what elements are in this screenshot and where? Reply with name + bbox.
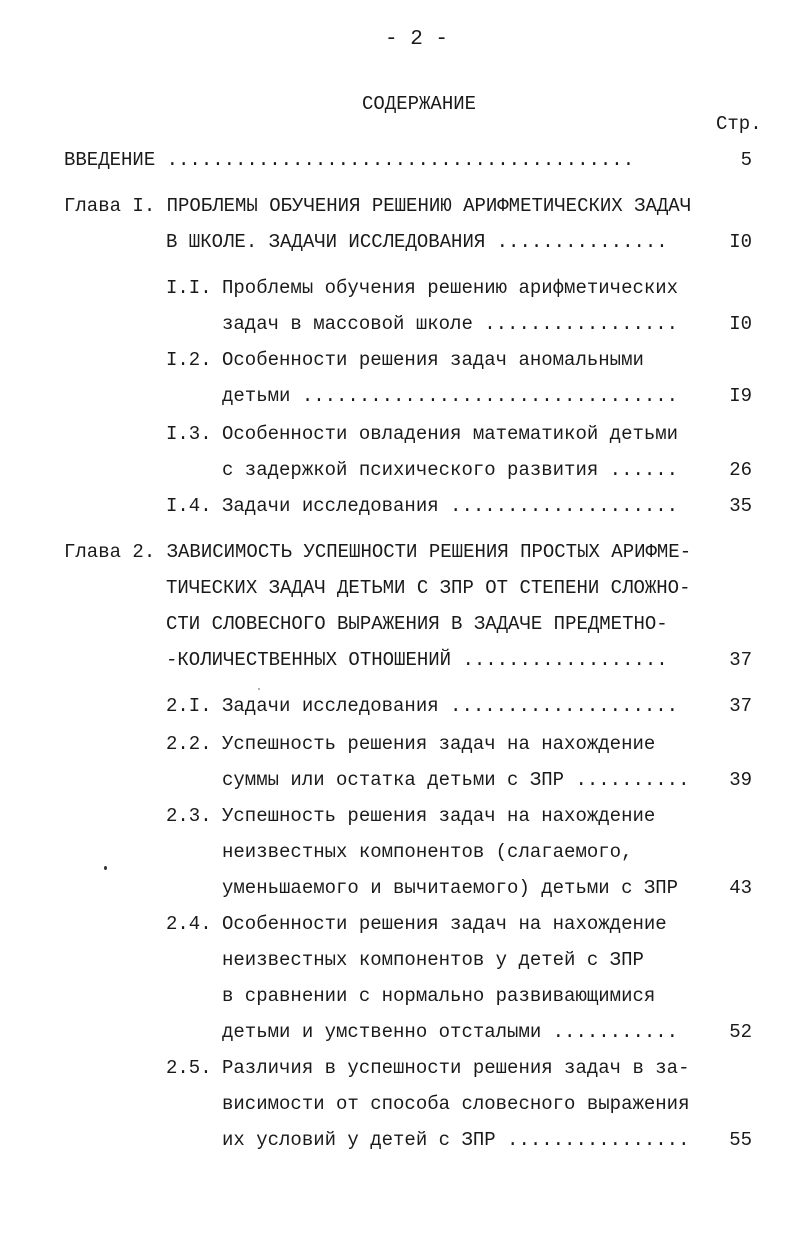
section-1-2-line1: Особенности решения задач аномальными	[222, 349, 644, 371]
section-1-2-page: I9	[729, 385, 752, 407]
section-2-4-line4: детьми и умственно отсталыми ...........	[222, 1021, 679, 1043]
section-2-3-line1: Успешность решения задач на нахождение	[222, 805, 656, 827]
section-1-4-page: 35	[729, 495, 752, 517]
section-2-5-page: 55	[729, 1129, 752, 1151]
section-2-1-page: 37	[729, 695, 752, 717]
section-2-5-number: 2.5.	[166, 1057, 212, 1079]
scan-speck	[258, 688, 260, 690]
section-1-3-line2: с задержкой психического развития ......	[222, 459, 679, 481]
section-1-2-number: I.2.	[166, 349, 212, 371]
section-2-2-line1: Успешность решения задач на нахождение	[222, 733, 656, 755]
toc-entry-intro-page: 5	[740, 149, 752, 171]
section-2-2-line2: суммы или остатка детьми с ЗПР ..........	[222, 769, 690, 791]
section-2-3-page: 43	[729, 877, 752, 899]
chapter-1-page: I0	[729, 231, 752, 253]
chapter-2-title-line2: ТИЧЕСКИХ ЗАДАЧ ДЕТЬМИ С ЗПР ОТ СТЕПЕНИ СЛОЖНО-	[166, 577, 691, 599]
section-2-2-number: 2.2.	[166, 733, 212, 755]
section-2-3-line2: неизвестных компонентов (слагаемого,	[222, 841, 633, 863]
section-1-2-line2: детьми .................................	[222, 385, 679, 407]
page-column-label: Стр.	[716, 113, 762, 135]
section-1-4-line1: Задачи исследования ....................	[222, 495, 679, 517]
section-2-3-line3: уменьшаемого и вычитаемого) детьми с ЗПР	[222, 877, 679, 899]
scan-speck	[104, 866, 107, 870]
section-2-2-page: 39	[729, 769, 752, 791]
section-2-4-line2: неизвестных компонентов у детей с ЗПР	[222, 949, 644, 971]
chapter-2-title-line4: -КОЛИЧЕСТВЕННЫХ ОТНОШЕНИЙ ..................	[166, 649, 668, 671]
section-2-4-number: 2.4.	[166, 913, 212, 935]
section-1-1-line1: Проблемы обучения решению арифметических	[222, 277, 679, 299]
chapter-2-title-line3: СТИ СЛОВЕСНОГО ВЫРАЖЕНИЯ В ЗАДАЧЕ ПРЕДМЕТНО-	[166, 613, 668, 635]
section-2-1-line1: Задачи исследования ....................	[222, 695, 679, 717]
section-1-1-number: I.I.	[166, 277, 212, 299]
section-2-5-line1: Различия в успешности решения задач в за-	[222, 1057, 690, 1079]
section-2-3-number: 2.3.	[166, 805, 212, 827]
section-2-5-line3: их условий у детей с ЗПР ................	[222, 1129, 690, 1151]
section-2-4-page: 52	[729, 1021, 752, 1043]
section-2-5-line2: висимости от способа словесного выражения	[222, 1093, 690, 1115]
section-1-3-page: 26	[729, 459, 752, 481]
toc-entry-intro: ВВЕДЕНИЕ .........................................	[64, 149, 635, 171]
toc-title: СОДЕРЖАНИЕ	[362, 93, 477, 115]
section-1-4-number: I.4.	[166, 495, 212, 517]
chapter-1-title-line2: В ШКОЛЕ. ЗАДАЧИ ИССЛЕДОВАНИЯ ...............	[166, 231, 668, 253]
chapter-2-page: 37	[729, 649, 752, 671]
chapter-2-title-line1: Глава 2. ЗАВИСИМОСТЬ УСПЕШНОСТИ РЕШЕНИЯ ПРОСТЫХ АРИФМЕ-	[64, 541, 692, 563]
page-number: - 2 -	[385, 28, 449, 51]
section-1-3-line1: Особенности овладения математикой детьми	[222, 423, 679, 445]
section-2-1-number: 2.I.	[166, 695, 212, 717]
section-1-1-page: I0	[729, 313, 752, 335]
section-2-4-line1: Особенности решения задач на нахождение	[222, 913, 667, 935]
section-1-1-line2: задач в массовой школе .................	[222, 313, 679, 335]
section-2-4-line3: в сравнении с нормально развивающимися	[222, 985, 656, 1007]
section-1-3-number: I.3.	[166, 423, 212, 445]
chapter-1-title-line1: Глава I. ПРОБЛЕМЫ ОБУЧЕНИЯ РЕШЕНИЮ АРИФМЕТИЧЕСКИХ ЗАДАЧ	[64, 195, 692, 217]
